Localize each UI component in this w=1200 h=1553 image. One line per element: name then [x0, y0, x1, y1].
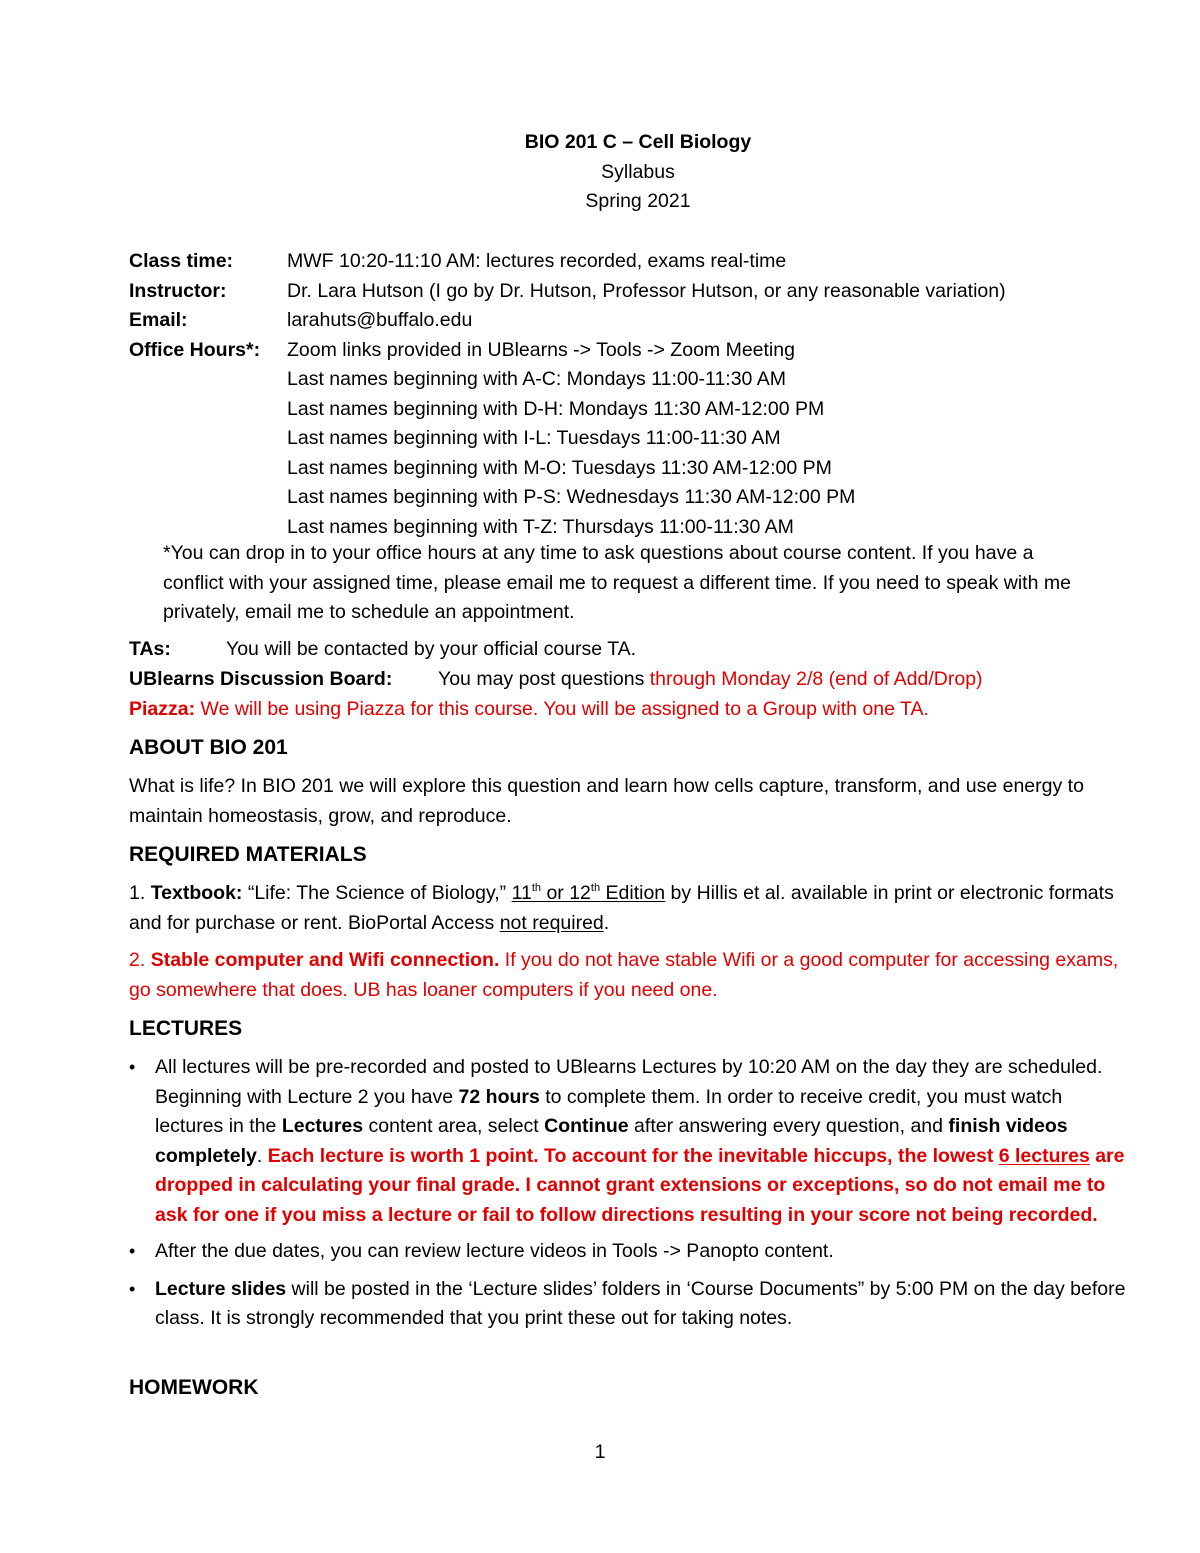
piazza-text: We will be using Piazza for this course. You will be assigned to a Group with one TA. — [195, 698, 929, 720]
office-hours-label: Office Hours*: — [129, 338, 261, 361]
class-time-row — [129, 247, 1006, 277]
textbook-details: by Hillis et al. available in print or electronic formats and for purchase or rent. BioPortal Access — [129, 882, 1114, 934]
homework-heading: HOMEWORK — [129, 1376, 259, 1399]
edition-12: or 12 — [541, 882, 591, 904]
textbook-edition — [512, 882, 666, 904]
textbook-label: Textbook: — [150, 882, 243, 904]
piazza-row — [129, 695, 929, 725]
materials-textbook — [129, 879, 1129, 938]
office-hours-note: *You can drop in to your office hours at any time to ask questions about course content. If you have a conflict with your assigned time, please email me to request a different time. If you need to speak with me privately, email me to schedule an appointment. — [163, 542, 1071, 623]
lecture-text: . — [256, 1144, 268, 1167]
edition-sup: th — [590, 882, 601, 894]
lecture-policy: are dropped in calculating your final grade. I cannot grant extensions or exceptions, so do not email me to ask for one if you miss a lecture or fail to follow directions resulting in your score not being recorded. — [155, 1144, 1125, 1226]
instructor-row — [129, 277, 1006, 307]
discussion-board-deadline: through Monday 2/8 (end of Add/Drop) — [649, 668, 983, 690]
not-required: not required — [499, 911, 604, 934]
lecture-text: after answering every question, and — [628, 1115, 949, 1137]
lecture-slides-text: will be posted in the ‘Lecture slides’ folders in ‘Course Documents” by 5:00 PM on the day before class. It is strongly recommended that you print these out for taking notes. — [155, 1277, 1126, 1329]
instructor-label: Instructor: — [129, 279, 227, 302]
lecture-slides-label: Lecture slides — [155, 1277, 287, 1300]
lecture-area: Lectures — [281, 1115, 364, 1137]
office-hours-intro: Zoom links provided in UBlearns -> Tools -> Zoom Meeting — [287, 338, 795, 361]
materials-computer — [129, 946, 1129, 1005]
lecture-text: content area, select — [363, 1115, 545, 1137]
computer-label: Stable computer and Wifi connection. — [150, 949, 500, 971]
discussion-board-label: UBlearns Discussion Board: — [129, 668, 393, 690]
about-heading: ABOUT BIO 201 — [129, 736, 288, 759]
page-number: 1 — [594, 1441, 606, 1463]
email-link[interactable]: larahuts@buffalo.edu — [287, 309, 473, 331]
computer-number: 2. — [129, 949, 151, 971]
about-text: What is life? In BIO 201 we will explore this question and learn how cells capture, transform, and use energy to maintain homeostasis, grow, and reproduce. — [129, 775, 1084, 827]
list-item: • After the due dates, you can review lecture videos in Tools -> Panopto content. — [129, 1237, 1129, 1267]
office-hours-slot: Last names beginning with P-S: Wednesdays 11:30 AM-12:00 PM — [287, 486, 856, 508]
document-subtitle: Syllabus — [601, 160, 675, 183]
tas-row — [129, 635, 636, 665]
lectures-list — [129, 1053, 1129, 1334]
edition-11: 11 — [511, 882, 532, 904]
office-hours-slot: Last names beginning with T-Z: Thursdays 11:00-11:30 AM — [287, 515, 794, 538]
edition-word: Edition — [600, 882, 666, 904]
textbook-number: 1. — [129, 882, 151, 904]
lectures-heading: LECTURES — [129, 1017, 243, 1040]
office-hours-slot: Last names beginning with M-O: Tuesdays 11:30 AM-12:00 PM — [287, 456, 832, 479]
office-hours-slot: Last names beginning with A-C: Mondays 11:00-11:30 AM — [287, 368, 786, 390]
materials-heading: REQUIRED MATERIALS — [129, 843, 367, 866]
computer-text: If you do not have stable Wifi or a good computer for accessing exams, go somewhere that does. UB has loaner computers if you need one. — [129, 949, 1119, 1001]
office-hours-row — [129, 336, 1006, 366]
lecture-policy: Each lecture is worth 1 point. To account for the inevitable hiccups, the lowest — [267, 1144, 999, 1167]
email-row — [129, 306, 1006, 336]
tas-value: You will be contacted by your official course TA. — [226, 638, 637, 660]
list-item — [129, 1275, 1129, 1334]
lecture-text: to complete them. In order to receive credit, you must watch lectures in the — [155, 1085, 1063, 1137]
lecture-72-hours: 72 hours — [458, 1085, 540, 1108]
office-hours-slot: Last names beginning with I-L: Tuesdays 11:00-11:30 AM — [287, 427, 781, 449]
lecture-finish: finish videos completely — [155, 1115, 1068, 1167]
lecture-dropped-count: 6 lectures — [998, 1144, 1090, 1167]
tas-label: TAs: — [129, 638, 171, 660]
textbook-title: “Life: The Science of Biology,” — [242, 882, 512, 904]
email-label: Email: — [129, 309, 188, 331]
discussion-board-row — [129, 665, 983, 695]
title-block — [129, 128, 1147, 217]
lecture-continue: Continue — [544, 1115, 629, 1137]
term: Spring 2021 — [585, 190, 691, 212]
textbook-end: . — [603, 911, 610, 934]
office-hours-slot: Last names beginning with D-H: Mondays 11:30 AM-12:00 PM — [287, 397, 825, 420]
class-time-value: MWF 10:20-11:10 AM: lectures recorded, exams real-time — [287, 250, 787, 272]
class-time-label: Class time: — [129, 250, 234, 272]
lecture-text: All lectures will be pre-recorded and posted to UBlearns Lectures by 10:20 AM on the day they are scheduled. Beginning with Lecture 2 you have — [155, 1056, 1103, 1108]
course-info — [129, 247, 1006, 542]
edition-sup: th — [531, 882, 542, 894]
list-item — [129, 1053, 1129, 1230]
piazza-label: Piazza: — [129, 698, 196, 720]
course-title: BIO 201 C – Cell Biology — [524, 131, 752, 153]
discussion-board-text: You may post questions — [438, 668, 650, 690]
instructor-value: Dr. Lara Hutson (I go by Dr. Hutson, Professor Hutson, or any reasonable variation) — [287, 279, 1006, 302]
